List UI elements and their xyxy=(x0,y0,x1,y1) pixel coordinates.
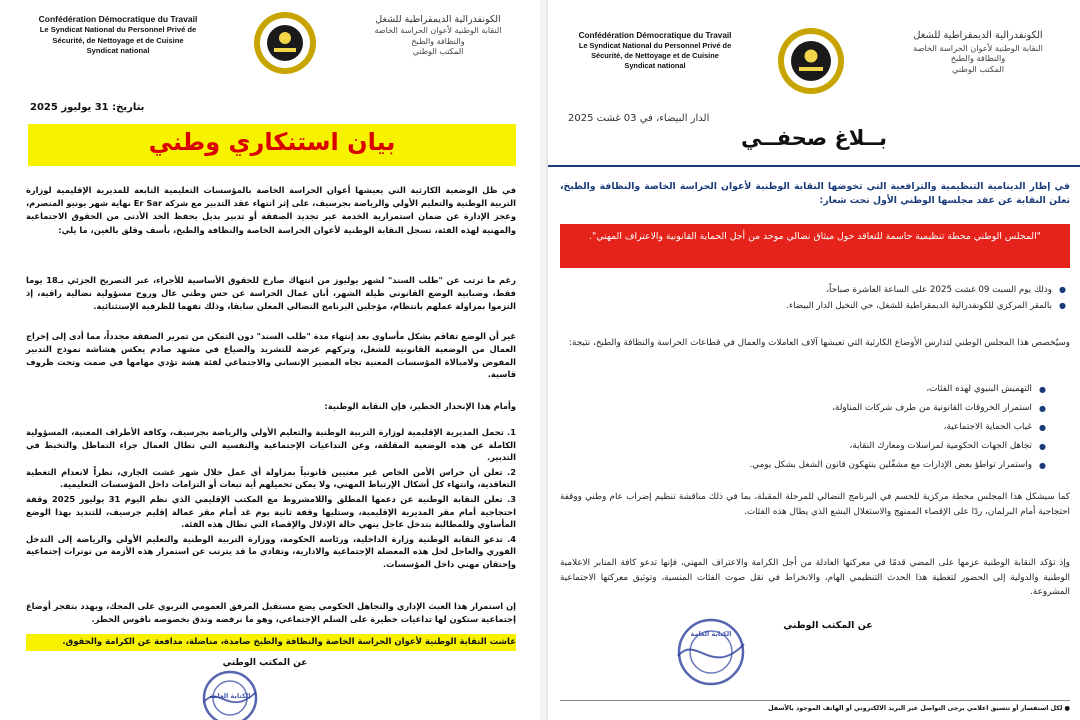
stamp-text: الكتابة العامة xyxy=(690,630,732,638)
left-paragraph-5: إن استمرار هذا العبث الإداري والتجاهل الحكومي يضع مستقبل المرفق العمومي التربوي على المحك، ويهدد بتفجر أوضاع إجتماعية ستكون لها تداعيات خطيرة على السلم الإجتماعي، وهو ما نرفضه وندق بخصوصه ناقوس الخطر. xyxy=(26,601,516,624)
footer-note: ● لكل استفسار أو تنسيق اعلامي يرجى التواصل عبر البريد الالكتروني أو الهاتف الموجود بالأسفل xyxy=(768,705,1070,712)
list-item: ● التهميش البنيوي لهذه الفئات، xyxy=(562,380,1032,399)
left-paragraph-3: غير أن الوضع تفاقم بشكل مأساوي بعد إنتهاء مدة "طلب السند" دون التمكن من تمرير الصفقة مجدداً، مما أدى إلى إخراج العمال من الوضعية القانونية للشغل، وتركهم عرضة للتشريد والضياع في مشهد صادم يعكس هشاشة نموذج التدبير المفوض ولامبالاة المؤسسات المعنية تجاه المصير الإنساني والاجتماعي لفئة هشة تؤدي مهامها في صمت وتحت ظروف قاسية. xyxy=(26,331,516,380)
right-document xyxy=(548,0,1080,720)
left-date: بتاريخ: 31 يوليوز 2025 xyxy=(30,102,145,113)
header-fr-line-2: Le Syndicat National du Personnel Privé de xyxy=(39,25,197,35)
header-arabic xyxy=(348,14,528,58)
left-title: بيان استنكاري وطني xyxy=(148,128,396,156)
causes-list xyxy=(562,380,1048,475)
header-ar-line-2: النقابة الوطنية لأعوان الحراسة الخاصة xyxy=(913,42,1043,53)
header-ar-line-4: المكتب الوطني xyxy=(952,64,1004,75)
header-ar-line-3: والنظافة والطبخ xyxy=(411,36,465,46)
right-slogan: "المجلس الوطني محطة تنظيمية حاسمة للتعاقد حول ميثاق نضالي موحد من أجل الحماية القانونية والاعتراف المهني". xyxy=(589,231,1041,242)
right-title: بــلاغ صحفــي xyxy=(741,126,887,150)
stamp-text: الكتابة العامة xyxy=(209,692,251,700)
left-numbered-list xyxy=(26,426,516,571)
header-ar-line-4: المكتب الوطني xyxy=(412,47,464,57)
page-divider xyxy=(540,0,548,720)
list-item: 4. تدعو النقابة الوطنية وزارة الداخلية، ورئاسة الحكومة، ووزارة التربية الوطنية والتعليم الأولي والرياضة إلى التدخل الفوري والعاجل لحل هذه المعضلة الإجتماعية والادارية، وتفادي ما قد يترتب عن استمرار هذه الأزمة من توترات إجتماعية وإحتقان مهني داخل المؤسسات. xyxy=(26,533,516,569)
list-item: 3. تعلن النقابة الوطنية عن دعمها المطلق واللامشروط مع المكتب الإقليمي الذي نظم اليوم 31 يوليوز 2025 وقفة احتجاجية أمام مقر المديرية الإقليمية، وستليها وقفة ثانية يوم غد أمام مقر عمالة إقليم جرسيف، للتنديد بهذا الوضع المأساوي وللمطالبة بتدخل عاجل ينهي حالة الإذلال والإقصاء التي تطال هذه الفئة. xyxy=(26,493,517,530)
union-logo xyxy=(252,10,318,76)
list-item: ● استمرار الخروقات القانونية من طرف شركات المناولة، xyxy=(562,399,1032,418)
header-ar-line-1: الكونفدرالية الديمقراطية للشغل xyxy=(375,14,501,25)
left-signature-label: عن المكتب الوطني xyxy=(222,658,308,668)
header-fr-line-3: Sécurité, de Nettoyage et de Cuisine xyxy=(52,35,184,45)
right-paragraph-3: كما سيشكل هذا المجلس محطة مركزية للحسم في البرنامج النضالي للمرحلة المقبلة، بما في ذلك مناقشة تنظيم إضراب عام وطني ووقفة احتجاجية أمام البرلمان، ردًا على الإقصاء الممنهج والاستغلال البشع الذي يطال هذه الفئات. xyxy=(560,492,1070,517)
left-paragraph-4: وأمام هذا الإنحدار الخطير، فإن النقابة الوطنية: xyxy=(324,401,516,411)
header-arabic xyxy=(884,30,1072,75)
footer-rule xyxy=(560,700,1070,701)
list-item: 1. تحمل المديرية الإقليمية لوزارة التربية الوطنية والتعليم الأولي والرياضة بجرسيف، وكافة الأطراف المعنية، المسؤولية الكاملة عن هذه الوضعية المقلقة، وعن التداعيات الإجتماعية والنفسية التي تطال العمال جراء التماطل والتخبط في التدبير. xyxy=(26,427,516,463)
union-logo xyxy=(776,26,846,96)
title-underline xyxy=(548,165,1080,167)
list-item: ● وذلك يوم السبت 09 غشت 2025 على الساعة العاشرة صباحاً، xyxy=(562,282,1052,298)
header-ar-line-3: والنظافة والطبخ xyxy=(950,53,1006,64)
header-fr-line-1: Confédération Démocratique du Travail xyxy=(578,31,732,40)
left-paragraph-1: في ظل الوضعية الكارثية التي يعيشها أعوان الحراسة الخاصة بالمؤسسات التعليمية التابعة للمديرية الإقليمية لوزارة التربية الوطنية والتعليم الأولي والرياضة بجرسيف، على إثر انتهاء عقد التدبير مع شركة Er Sar نهاية شهر يونيو المنصرم، وعجز الإدارة عن ضمان استمرارية الخدمة عبر تجديد الصفقة أو تدبير بديل يحفظ الحد الأدنى من الحقوق الاجتماعية والمهنية لهذه الفئة، تسجل النقابة الوطنية لأعوان الحراسة الخاصة والنظافة والطبخ، بأسف وقلق بالغين، ما يلي: xyxy=(26,185,516,235)
right-paragraph-4: وإذ تؤكد النقابة الوطنية عزمها على المضي قدمًا في معركتها العادلة من أجل الكرامة والاعتراف المهني، فإنها تدعو كافة المنابر الاعلامية الوطنية والدولية إلى الحضور لتغطية هذا الحدث التنظيمي الهام، والانخراط في نقل صوت الفئات المنسية، وتوثيق معركتها الاجتماعية المشروعة. xyxy=(560,558,1070,597)
header-fr-line-4: Syndicat national xyxy=(86,45,150,55)
header-ar-line-1: الكونفدرالية الديمقراطية للشغل xyxy=(913,30,1043,41)
stamp-icon xyxy=(666,612,756,692)
list-item: ● غياب الحماية الاجتماعية، xyxy=(562,418,1032,437)
right-signature-label: عن المكتب الوطني xyxy=(783,620,873,631)
header-fr-line-4: Syndicat national xyxy=(624,61,686,71)
header-fr-line-3: Sécurité, de Nettoyage et de Cuisine xyxy=(591,51,719,61)
right-paragraph-2: وسيُخصص هذا المجلس الوطني لتدارس الأوضاع الكارثية التي تعيشها آلاف العاملات والعمال في قطاعات الحراسة والنظافة والطبخ، نتيجة: xyxy=(569,338,1070,348)
left-paragraph-2: رغم ما ترتب عن "طلب السند" لشهر يوليوز من انتهاك صارخ للحقوق الأساسية للأجراء، عبر التصريح الجزئي بـ18 يوما فقط، وضبابية الوضع القانوني طيلة الشهر، أبان عمال الحراسة عن حس وطني عال وروح مسؤولية نضالية راقية، إذ التزموا بمزاولة عملهم بانتظام، مؤجلين البرنامج النضالي المعلن سابقا، وذلك تفهما للظرفية الإستثنائية. xyxy=(26,275,516,311)
list-item: ● واستمرار تواطؤ بعض الإدارات مع مشغّلين ينتهكون قانون الشغل بشكل يومي. xyxy=(562,456,1032,475)
list-item: ● تجاهل الجهات الحكومية لمراسلات ومعارك النقابة، xyxy=(562,437,1032,456)
header-french xyxy=(18,14,218,56)
header-fr-line-2: Le Syndicat National du Personnel Privé de xyxy=(578,41,732,51)
header-ar-line-2: النقابة الوطنية لأعوان الحراسة الخاصة xyxy=(374,26,502,36)
header-fr-line-1: Confédération Démocratique du Travail xyxy=(38,14,198,24)
header-french xyxy=(560,30,750,71)
right-intro: في إطار الدينامية التنظيمية والترافعية التي تخوضها النقابة الوطنية لأعوان الحراسة الخاصة والنظافة والطبخ، تعلن النقابة عن عقد مجلسها الوطني الأول تحت شعار: xyxy=(560,181,1070,206)
right-date: الدار البيضاء، في 03 غشت 2025 xyxy=(568,113,710,124)
list-item: 2. تعلن أن حراس الأمن الخاص غير معنيين قانونياً بمزاولة أي عمل خلال شهر غشت الجاري، نظراً لانعدام التغطية التعاقدية، وانتهاء كل أشكال الإرتباط المهني، ولا يمكن تحميلهم أية تبعات أو التزامات داخل المؤسسات التعليمية. xyxy=(26,466,516,490)
left-slogan: عاشت النقابة الوطنية لأعوان الحراسة الخاصة والنظافة والطبخ صامدة، مناضلة، مدافعة عن الكرامة والحقوق. xyxy=(62,637,516,647)
event-details-list xyxy=(562,282,1068,314)
list-item: ● بالمقر المركزي للكونفدرالية الديمقراطية للشغل، حي النخيل الدار البيضاء. xyxy=(562,298,1052,314)
